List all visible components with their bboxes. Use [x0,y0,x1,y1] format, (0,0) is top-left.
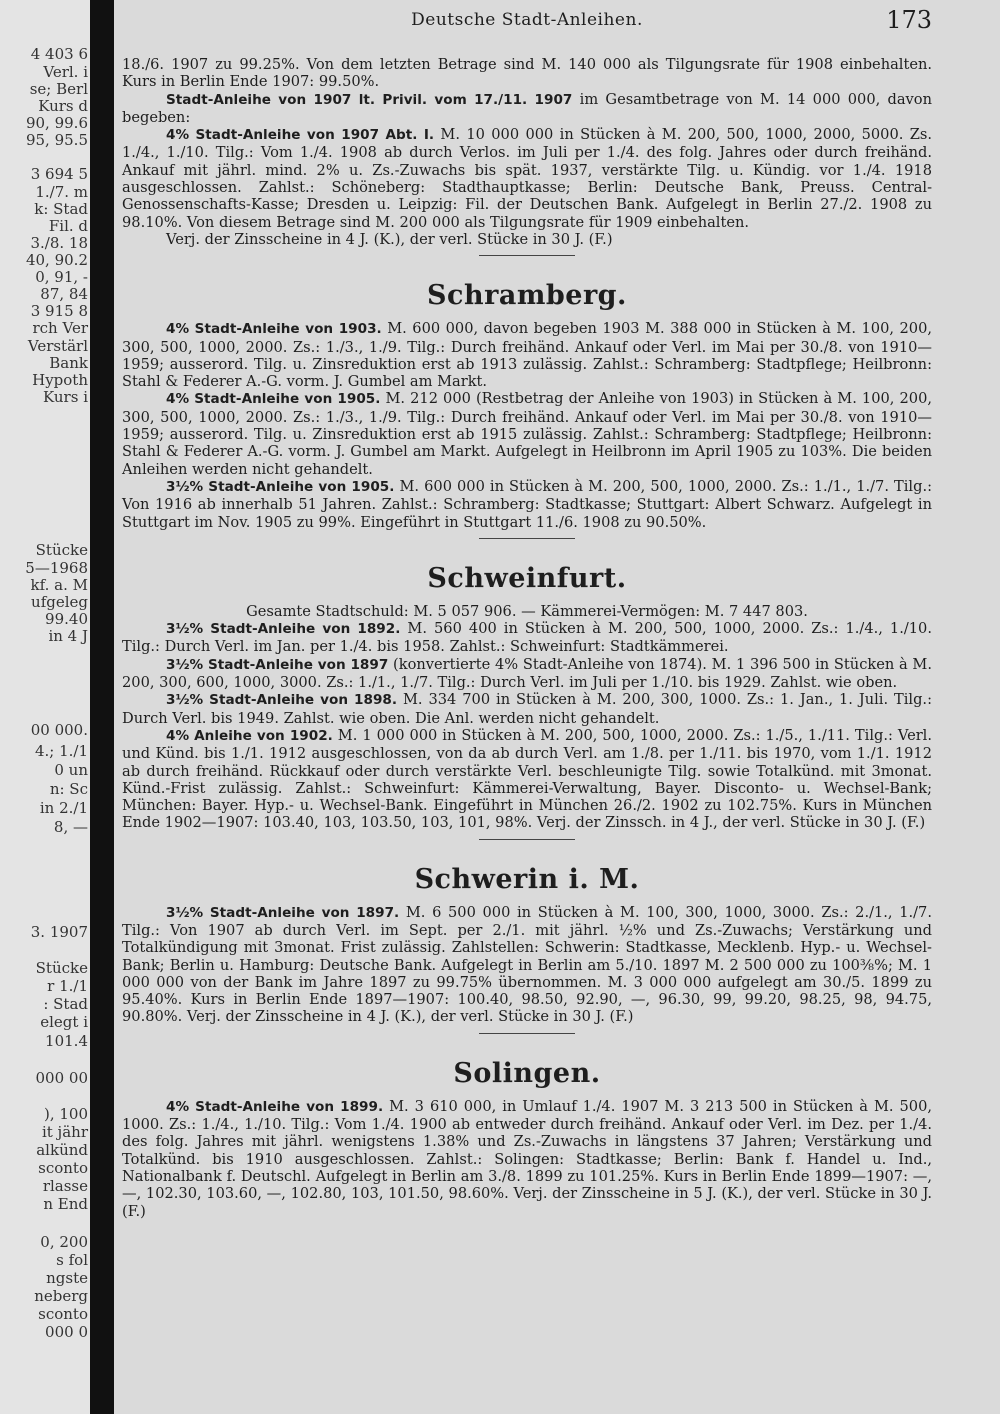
facing-page-fragment: 000 0 [45,1323,88,1341]
facing-page-fragment: n End [43,1195,88,1213]
facing-page-fragment: 4 403 6 [30,45,88,63]
facing-page-fragment: : Stad [43,995,88,1013]
city-heading-schramberg: Schramberg. [427,280,627,312]
facing-page-fragment: rch Ver [32,319,88,337]
facing-page-fragment: 0, 200 [40,1233,88,1251]
facing-page-fragment: 4.; 1./1 [34,742,88,760]
city-heading-schwerin: Schwerin i. M. [414,863,640,895]
book-binding [90,0,114,1414]
facing-page-fragment: alkünd [36,1141,88,1159]
loan-heading: 3½% Stadt-Anleihe von 1897. [166,904,400,921]
body-text [122,56,932,1220]
loan-heading: 4% Stadt-Anleihe von 1903. [166,321,382,338]
paragraph: 18./6. 1907 zu 99.25%. Von dem letzten Betrage sind M. 140 000 als Tilgungsrate für 1908 einbehalten. Kurs in Berlin Ende 1907: 99.50%. [122,56,932,91]
facing-page-fragment: 0 un [54,761,88,779]
loan-heading: 3½% Stadt-Anleihe von 1905. [166,478,395,495]
facing-page-fragment: 99.40 [45,610,88,628]
left-page-edge [0,0,90,1414]
section-divider [479,1033,575,1034]
facing-page-fragment: 90, 99.6 [25,114,88,132]
running-head: Deutsche Stadt-Anleihen. [411,10,643,30]
loan-heading: 4% Anleihe von 1902. [166,727,333,744]
facing-page-fragment: sconto [38,1305,88,1323]
facing-page-fragment: neberg [34,1287,88,1305]
facing-page-fragment: 87, 84 [40,285,88,303]
facing-page-fragment: 00 000. [30,721,88,739]
loan-heading: 3½% Stadt-Anleihe von 1892. [166,621,401,638]
facing-page-fragment: 40, 90.2 [25,251,88,269]
section-divider [479,839,575,840]
facing-page-fragment: 3./8. 18 [30,234,88,252]
facing-page-fragment: ngste [46,1269,88,1287]
paragraph: Stadt-Anleihe von 1907 lt. Privil. vom 17./11. 1907 im Gesamtbetrage von M. 14 000 000, davon begeben: [122,90,932,126]
facing-page-fragment: in 4 J [48,627,88,645]
facing-page-fragment: it jähr [41,1123,88,1141]
paragraph: 3½% Stadt-Anleihe von 1897. M. 6 500 000 in Stücken à M. 100, 300, 1000, 3000. Zs.: 2./1., 1./7. Tilg.: Von 1907 ab durch Verl. im Sept. per 2./1. mit jährl. ½% und Zs.-Zuwachs; Verstärkung und Totalkündigung mit 3monat. Frist zulässig. Zahlstellen: Schwerin: Stadtkasse, Mecklenb. Hyp.- u. Wechsel-Bank; Berlin u. Hamburg: Deutsche Bank. Aufgelegt in Berlin am 5./10. 1897 M. 2 500 000 zu 100⅜%; M. 1 000 000 von der Bank im Jahre 1897 zu 99.75% übernommen. M. 3 000 000 aufgelegt am 30./5. 1899 zu 95.40%. Kurs in Berlin Ende 1897—1907: 100.40, 98.50, 92.90, —, 96.30, 99, 99.20, 98.25, 98, 94.75, 90.80%. Verj. der Zinsscheine in 4 J. (K.), der verl. Stücke in 30 J. (F.) [122,903,932,1026]
facing-page-fragment: ), 100 [43,1105,88,1123]
facing-page-fragment: Stücke [35,541,88,559]
facing-page-fragment: elegt i [40,1013,88,1031]
loan-heading: 4% Stadt-Anleihe von 1899. [166,1098,384,1115]
page-header [122,6,932,36]
loan-heading: 4% Stadt-Anleihe von 1907 Abt. I. [166,127,435,144]
facing-page-fragment: 3 694 5 [30,165,88,183]
facing-page-fragment: Bank [49,354,88,372]
facing-page-fragment: 000 00 [35,1069,88,1087]
facing-page-fragment: 95, 95.5 [25,131,88,149]
paragraph: Verj. der Zinsscheine in 4 J. (K.), der verl. Stücke in 30 J. (F.) [166,230,613,248]
section-divider [479,255,575,256]
facing-page-fragment: 5—1968 [25,559,88,577]
facing-page-fragment: k: Stad [34,200,88,218]
facing-page-fragment: sconto [38,1159,88,1177]
loan-heading: Stadt-Anleihe von 1907 lt. Privil. vom 17./11. 1907 [166,91,573,108]
facing-page-fragment: 0, 91, - [35,268,88,286]
facing-page-fragment: Stücke [35,959,88,977]
city-heading-solingen: Solingen. [453,1057,601,1089]
facing-page-fragment: 3. 1907 [30,923,88,941]
paragraph: 4% Stadt-Anleihe von 1905. M. 212 000 (Restbetrag der Anleihe von 1903) in Stücken à M. 100, 200, 300, 500, 1000, 2000. Zs.: 1./3., 1./9. Tilg.: Durch freihänd. Ankauf oder Verl. im Mai per 30./8. von 1910—1959; ausserord. Tilg. u. Zinsreduktion erst ab 1915 zulässig. Zahlst.: Schramberg: Stadtpflege; Heilbronn: Stahl & Federer A.-G. vorm. J. Gumbel am Markt. Aufgelegt in Heilbronn im April 1905 zu 103%. Die beiden Anleihen werden nicht gehandelt. [122,390,932,478]
facing-page-fragment: Verstärl [27,337,88,355]
facing-page-fragment: Kurs i [43,388,88,406]
city-heading-schweinfurt: Schweinfurt. [427,562,627,594]
facing-page-fragment: 1./7. m [35,183,88,201]
debt-summary: Gesamte Stadtschuld: M. 5 057 906. — Kämmerei-Vermögen: M. 7 447 803. [246,602,808,620]
facing-page-fragment: 3 915 8 [30,302,88,320]
paragraph: 4% Stadt-Anleihe von 1899. M. 3 610 000, in Umlauf 1./4. 1907 M. 3 213 500 in Stücken à M. 500, 1000. Zs.: 1./4., 1./10. Tilg.: Vom 1./4. 1900 ab entweder durch freihänd. Ankauf oder Verl. im Dez. per 1./4. des folg. Jahres mit jährl. wenigstens 1.38% und Zs.-Zuwachs in längstens 37 Jahren; Verstärkung und Totalkünd. bis 1910 ausgeschlossen. Zahlst.: Solingen: Stadtkasse; Berlin: Bank f. Handel u. Ind., Nationalbank f. Deutschl. Aufgelegt in Berlin am 3./8. 1899 zu 101.25%. Kurs in Berlin Ende 1899—1907: —, —, 102.30, 103.60, —, 102.80, 103, 101.50, 98.60%. Verj. der Zinsscheine in 5 J. (K.), der verl. Stücke in 30 J. (F.) [122,1097,932,1220]
loan-heading: 3½% Stadt-Anleihe von 1897 [166,656,389,673]
facing-page-fragment: 101.4 [45,1032,88,1050]
facing-page-fragment: Kurs d [38,97,88,115]
paragraph: 3½% Stadt-Anleihe von 1905. M. 600 000 in Stücken à M. 200, 500, 1000, 2000. Zs.: 1./1., 1./7. Tilg.: Von 1916 ab innerhalb 51 Jahren. Zahlst.: Schramberg: Stadtkasse; Stuttgart: Albert Schwarz. Aufgelegt in Stuttgart im Nov. 1905 zu 99%. Eingeführt in Stuttgart 11./6. 1908 zu 90.50%. [122,477,932,531]
paragraph: 3½% Stadt-Anleihe von 1892. M. 560 400 in Stücken à M. 200, 500, 1000, 2000. Zs.: 1./4., 1./10. Tilg.: Durch Verl. im Jan. per 1./4. bis 1958. Zahlst.: Schweinfurt: Stadtkämmerei. [122,620,932,656]
facing-page-fragment: r 1./1 [47,977,88,995]
loan-heading: 3½% Stadt-Anleihe von 1898. [166,692,398,709]
facing-page-fragment: Fil. d [48,217,88,235]
facing-page-fragment: rlasse [42,1177,88,1195]
page [114,0,1000,1414]
paragraph: 4% Anleihe von 1902. M. 1 000 000 in Stücken à M. 200, 500, 1000, 2000. Zs.: 1./5., 1./11. Tilg.: Verl. und Künd. bis 1./1. 1912 ausgeschlossen, von da ab durch Verl. am 1./8. per 1./11. bis 1970, vom 1./1. 1912 ab durch freihänd. Rückkauf oder durch verstärkte Verl. beschleunigte Tilg. sowie Totalkünd. mit 3monat. Künd.-Frist zulässig. Zahlst.: Schweinfurt: Kämmerei-Verwaltung, Bayer. Disconto- u. Wechsel-Bank; München: Bayer. Hyp.- u. Wechsel-Bank. Eingeführt in München 26./2. 1902 zu 102.75%. Kurs in München Ende 1902—1907: 103.40, 103, 103.50, 103, 101, 98%. Verj. der Zinssch. in 4 J., der verl. Stücke in 30 J. (F.) [122,726,932,832]
paragraph: 3½% Stadt-Anleihe von 1898. M. 334 700 in Stücken à M. 200, 300, 1000. Zs.: 1. Jan., 1. Juli. Tilg.: Durch Verl. bis 1949. Zahlst. wie oben. Die Anl. werden nicht gehandelt. [122,691,932,727]
facing-page-fragment: Verl. i [43,63,88,81]
facing-page-fragment: ufgeleg [31,593,88,611]
facing-page-fragment: kf. a. M [30,576,88,594]
facing-page-fragment: s fol [56,1251,88,1269]
section-divider [479,538,575,539]
page-number: 173 [886,6,932,34]
paragraph: 4% Stadt-Anleihe von 1903. M. 600 000, davon begeben 1903 M. 388 000 in Stücken à M. 100, 200, 300, 500, 1000, 2000. Zs.: 1./3., 1./9. Tilg.: Durch freihänd. Ankauf oder Verl. im Mai per 30./8. von 1910—1959; ausserord. Tilg. u. Zinsreduktion erst ab 1913 zulässig. Zahlst.: Schramberg: Stadtpflege; Heilbronn: Stahl & Federer A.-G. vorm. J. Gumbel am Markt. [122,320,932,391]
facing-page-fragment: in 2./1 [39,799,88,817]
facing-page-fragment: se; Berl [29,80,88,98]
paragraph: 3½% Stadt-Anleihe von 1897 (konvertierte 4% Stadt-Anleihe von 1874). M. 1 396 500 in Stücken à M. 200, 300, 600, 1000, 3000. Zs.: 1./1., 1./7. Tilg.: Durch Verl. im Juli per 1./10. bis 1929. Zahlst. wie oben. [122,655,932,692]
facing-page-fragment: 8, — [53,818,88,836]
paragraph: 4% Stadt-Anleihe von 1907 Abt. I. M. 10 000 000 in Stücken à M. 200, 500, 1000, 2000, 5000. Zs. 1./4., 1./10. Tilg.: Vom 1./4. 1908 ab durch Verlos. im Juli per 1./4. des folg. Jahres oder durch freihänd. Ankauf mit jährl. mind. 2% u. Zs.-Zuwachs bis spät. 1937, verstärkte Tilg. u. Kündig. vor 1./4. 1918 ausgeschlossen. Zahlst.: Schöneberg: Stadthauptkasse; Berlin: Deutsche Bank, Preuss. Central-Genossenschafts-Kasse; Dresden u. Leipzig: Fil. der Deutschen Bank. Aufgelegt in Berlin 27./2. 1908 zu 98.10%. Von diesem Betrage sind M. 200 000 als Tilgungsrate für 1909 einbehalten. [122,126,932,231]
facing-page-fragment: Hypoth [32,371,88,389]
loan-heading: 4% Stadt-Anleihe von 1905. [166,391,381,408]
facing-page-fragment: n: Sc [49,780,88,798]
